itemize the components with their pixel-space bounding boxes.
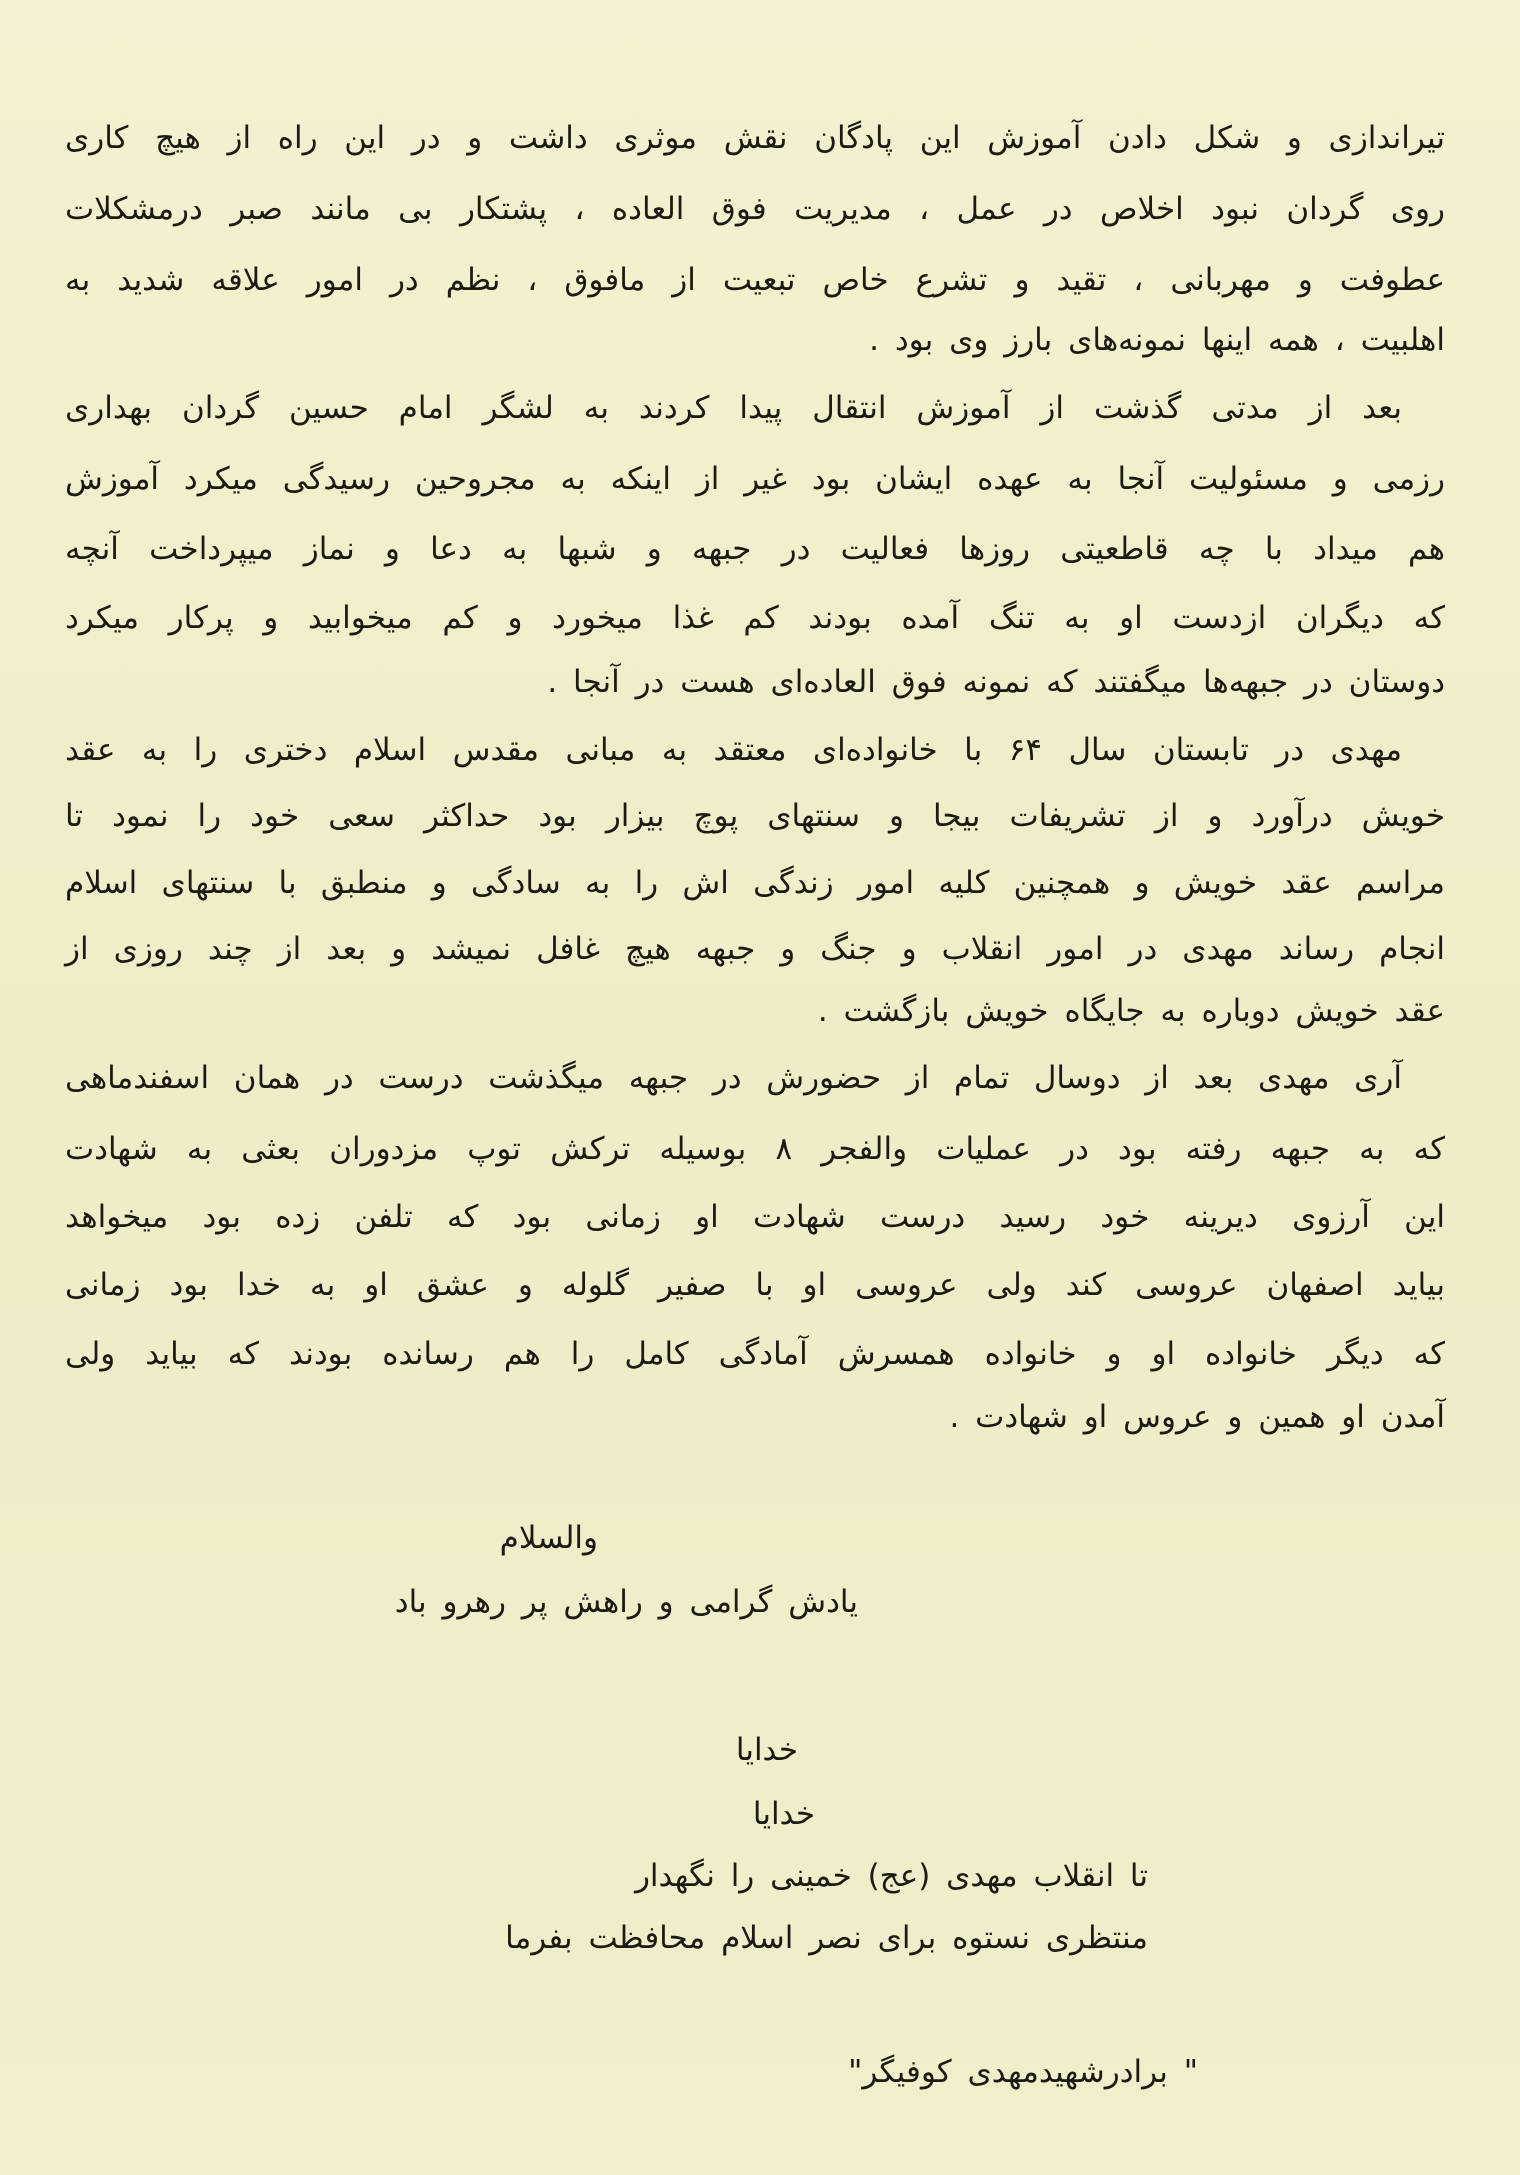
paragraph-2-line-2: رزمی و مسئولیت آنجا به عهده ایشان بود غیر از اینکه به مجروحین رسیدگی میکرد آموزش	[65, 461, 1445, 497]
paragraph-2-line-4: که دیگران ازدست او به تنگ آمده بودند کم غذا میخورد و کم میخوابید و پرکار میکرد	[65, 600, 1445, 636]
paragraph-3-line-2: خویش درآورد و از تشریفات بیجا و سنتهای پوچ بیزار بود حداکثر سعی خود را نمود تا	[65, 798, 1445, 834]
paragraph-1-line-2: روی گردان نبود اخلاص در عمل ، مدیریت فوق العاده ، پشتکار بی مانند صبر درمشکلات	[65, 191, 1445, 227]
prayer-line-3: تا انقلاب مهدی (عج) خمینی را نگهدار	[634, 1858, 1148, 1894]
prayer-line-1: خدایا	[735, 1732, 798, 1768]
paragraph-1-line-1: تیراندازی و شکل دادن آموزش این پادگان نقش موثری داشت و در این راه از هیچ کاری	[65, 120, 1445, 156]
paragraph-3-line-5: عقد خویش دوباره به جایگاه خویش بازگشت .	[817, 993, 1445, 1029]
paragraph-1-line-4: اهلبیت ، همه اینها نمونه‌های بارز وی بود .	[869, 322, 1445, 358]
paragraph-2-line-1: بعد از مدتی گذشت از آموزش انتقال پیدا کردند به لشگر امام حسین گردان بهداری	[65, 390, 1402, 426]
paragraph-2-line-3: هم میداد با چه قاطعیتی روزها فعالیت در جبهه و شبها به دعا و نماز میپرداخت آنچه	[65, 531, 1445, 567]
paragraph-4-line-5: که دیگر خانواده او و خانواده همسرش آمادگی کامل را هم رسانده بودند که بیاید ولی	[65, 1336, 1445, 1372]
prayer-line-2: خدایا	[752, 1796, 815, 1832]
closing-remembrance: یادش گرامی و راهش پر رهرو باد	[394, 1584, 858, 1620]
prayer-line-4: منتظری نستوه برای نصر اسلام محافظت بفرما	[505, 1920, 1148, 1956]
paragraph-4-line-4: بیاید اصفهان عروسی کند ولی عروسی او با صفیر گلوله و عشق او به خدا بود زمانی	[65, 1267, 1445, 1303]
paragraph-3-line-4: انجام رساند مهدی در امور انقلاب و جنگ و جبهه هیچ غافل نمیشد و بعد از چند روزی از	[65, 931, 1445, 967]
paragraph-4-line-6: آمدن او همین و عروس او شهادت .	[949, 1399, 1445, 1435]
signature: " برادرشهیدمهدی کوفیگر"	[848, 2054, 1198, 2090]
paragraph-4-line-2: که به جبهه رفته بود در عملیات والفجر ۸ بوسیله ترکش توپ مزدوران بعثی به شهادت	[65, 1131, 1445, 1167]
paragraph-3-line-3: مراسم عقد خویش و همچنین کلیه امور زندگی اش را به سادگی و منطبق با سنتهای اسلام	[65, 865, 1445, 901]
paragraph-2-line-5: دوستان در جبهه‌ها میگفتند که نمونه فوق العاده‌ای هست در آنجا .	[547, 664, 1445, 700]
paragraph-3-line-1: مهدی در تابستان سال ۶۴ با خانواده‌ای معتقد به مبانی مقدس اسلام دختری را به عقد	[65, 732, 1402, 768]
paragraph-1-line-3: عطوفت و مهربانی ، تقید و تشرع خاص تبعیت از مافوق ، نظم در امور علاقه شدید به	[65, 262, 1445, 298]
closing-salutation: والسلام	[499, 1520, 598, 1556]
paragraph-4-line-1: آری مهدی بعد از دوسال تمام از حضورش در جبهه میگذشت درست در همان اسفندماهی	[65, 1060, 1402, 1096]
paragraph-4-line-3: این آرزوی دیرینه خود رسید درست شهادت او زمانی بود که تلفن زده بود میخواهد	[65, 1199, 1445, 1235]
